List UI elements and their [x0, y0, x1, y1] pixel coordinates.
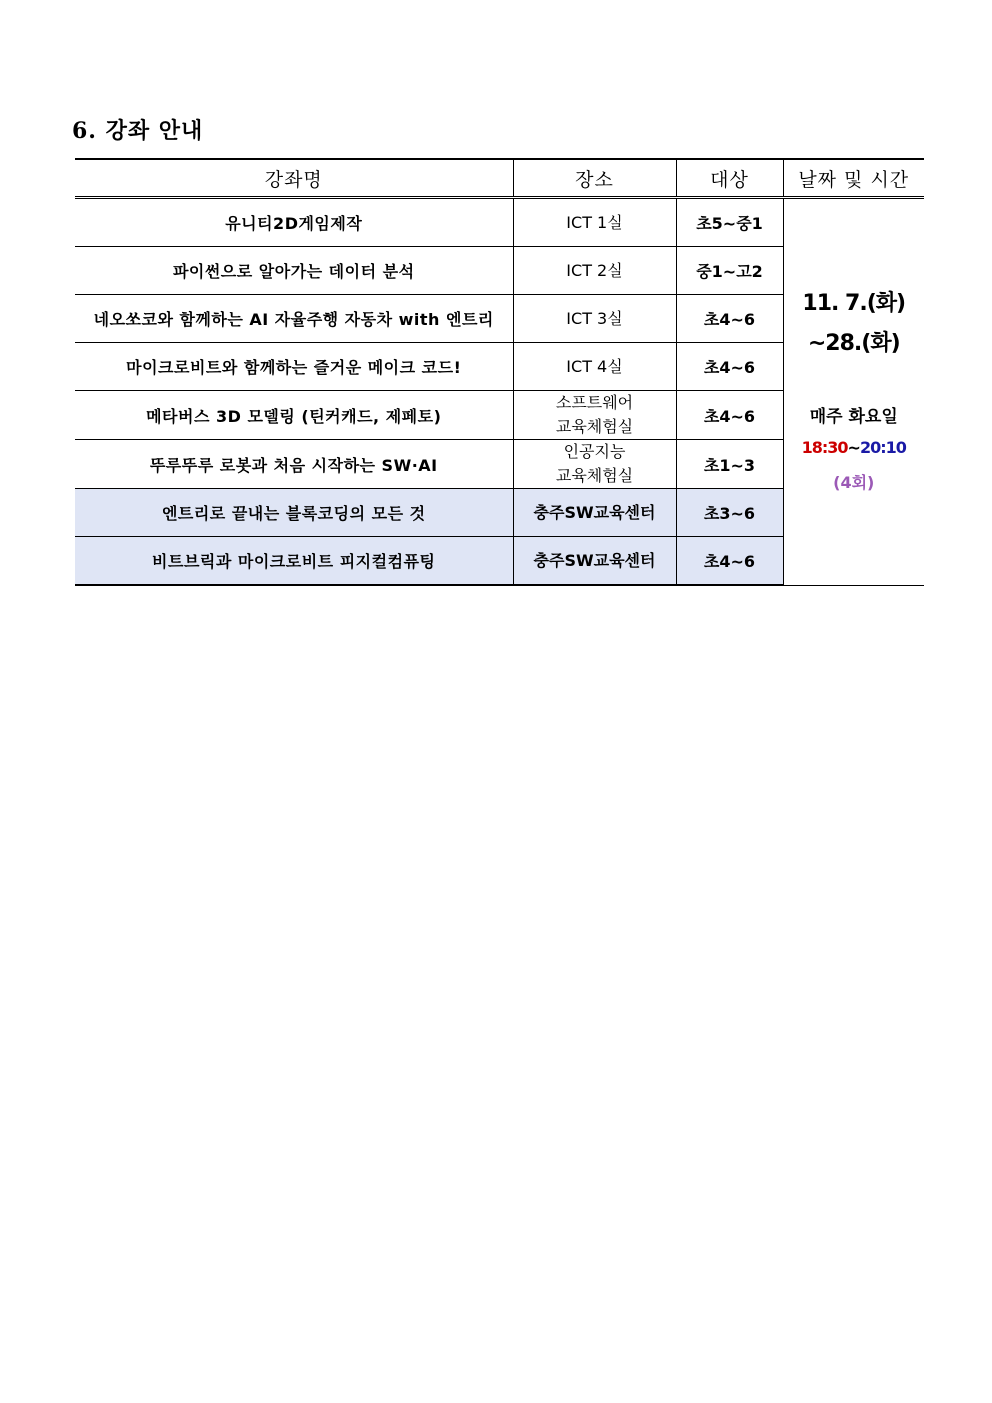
- schedule-time: 18:30~20:10: [801, 437, 906, 457]
- course-name: 네오쏘코와 함께하는 AI 자율주행 자동차 with 엔트리: [75, 295, 513, 343]
- course-target: 초4~6: [676, 537, 783, 586]
- schedule-weekly: 매주 화요일: [809, 406, 898, 427]
- course-place: 소프트웨어 교육체험실: [513, 391, 676, 440]
- course-place: ICT 2실: [513, 247, 676, 295]
- table-header-row: [75, 159, 924, 198]
- header-date-time: 날짜 및 시간: [783, 159, 924, 198]
- course-name: 유니티2D게임제작: [75, 198, 513, 247]
- course-place: ICT 3실: [513, 295, 676, 343]
- course-table: [75, 158, 924, 586]
- course-place: 충주SW교육센터: [513, 489, 676, 537]
- course-target: 초5~중1: [676, 198, 783, 247]
- course-name: 뚜루뚜루 로봇과 처음 시작하는 SW·AI: [75, 440, 513, 489]
- course-place: ICT 1실: [513, 198, 676, 247]
- header-course-name: 강좌명: [75, 159, 513, 198]
- course-name: 비트브릭과 마이크로비트 피지컬컴퓨팅: [75, 537, 513, 586]
- course-place: 충주SW교육센터: [513, 537, 676, 586]
- course-name: 메타버스 3D 모델링 (틴커캐드, 제페토): [75, 391, 513, 440]
- course-name: 엔트리로 끝내는 블록코딩의 모든 것: [75, 489, 513, 537]
- course-name: 마이크로비트와 함께하는 즐거운 메이크 코드!: [75, 343, 513, 391]
- schedule-date-range: 11. 7.(화) ~28.(화): [802, 290, 906, 356]
- section-title: 6. 강좌 안내: [72, 118, 204, 144]
- schedule-sessions: (4회): [833, 472, 875, 492]
- course-place: ICT 4실: [513, 343, 676, 391]
- course-name: 파이썬으로 알아가는 데이터 분석: [75, 247, 513, 295]
- header-target: 대상: [676, 159, 783, 198]
- course-target: 초1~3: [676, 440, 783, 489]
- course-target: 초4~6: [676, 343, 783, 391]
- course-target: 초4~6: [676, 295, 783, 343]
- course-target: 초4~6: [676, 391, 783, 440]
- course-target: 초3~6: [676, 489, 783, 537]
- schedule-cell: [783, 198, 924, 586]
- course-target: 중1~고2: [676, 247, 783, 295]
- table-row: [75, 198, 924, 247]
- header-place: 장소: [513, 159, 676, 198]
- course-place: 인공지능 교육체험실: [513, 440, 676, 489]
